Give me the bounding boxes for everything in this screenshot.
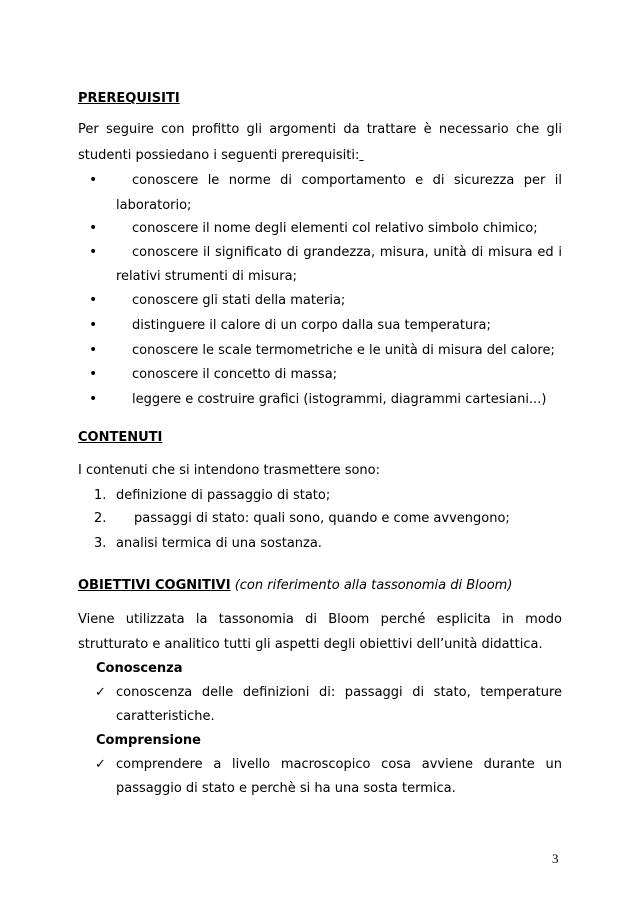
bullet-icon: • bbox=[89, 342, 98, 358]
prerequisite-item-3-line2: relativi strumenti di misura; bbox=[116, 269, 297, 284]
obiettivi-heading-line bbox=[78, 578, 512, 593]
prerequisite-item-4: conoscere gli stati della materia; bbox=[132, 293, 346, 308]
prerequisite-item-8: leggere e costruire grafici (istogrammi, diagrammi cartesiani...) bbox=[132, 392, 547, 407]
bullet-icon: • bbox=[89, 317, 98, 333]
obiettivi-intro-line2: strutturato e analitico tutti gli aspetti degli obiettivi dell’unità didattica. bbox=[78, 637, 543, 652]
conoscenza-line2: caratteristiche. bbox=[116, 709, 215, 724]
comprensione-heading: Comprensione bbox=[96, 733, 202, 748]
prerequisite-item-6: conoscere le scale termometriche e le unità di misura del calore; bbox=[132, 343, 555, 358]
contenuti-item-2: passaggi di stato: quali sono, quando e come avvengono; bbox=[134, 511, 510, 526]
obiettivi-intro-line1: Viene utilizzata la tassonomia di Bloom perché esplicita in modo bbox=[78, 612, 562, 627]
page-number: 3 bbox=[552, 851, 559, 866]
conoscenza-heading: Conoscenza bbox=[96, 661, 183, 676]
prerequisite-item-2: conoscere il nome degli elementi col relativo simbolo chimico; bbox=[132, 221, 538, 236]
comprensione-line1: comprendere a livello macroscopico cosa avviene durante un bbox=[116, 757, 562, 772]
comprensione-line2: passaggio di stato e perchè si ha una sosta termica. bbox=[116, 781, 456, 796]
checkmark-icon: ✓ bbox=[95, 685, 106, 700]
contenuti-item-1: definizione di passaggio di stato; bbox=[116, 488, 331, 503]
bullet-icon: • bbox=[89, 220, 98, 236]
prerequisiti-heading: PREREQUISITI bbox=[78, 91, 180, 106]
prerequisite-item-1-line1: conoscere le norme di comportamento e di sicurezza per il bbox=[132, 173, 562, 188]
contenuti-item-3: analisi termica di una sostanza. bbox=[116, 536, 322, 551]
bullet-icon: • bbox=[89, 244, 98, 260]
conoscenza-line1: conoscenza delle definizioni di: passaggi di stato, temperature bbox=[116, 685, 562, 700]
checkmark-icon: ✓ bbox=[95, 757, 106, 772]
bullet-icon: • bbox=[89, 366, 98, 382]
prerequisite-item-1-line2: laboratorio; bbox=[116, 198, 192, 213]
prerequisiti-intro-line2: studenti possiedano i seguenti prerequisiti: bbox=[78, 148, 360, 163]
prerequisite-item-7: conoscere il concetto di massa; bbox=[132, 367, 338, 382]
contenuti-intro: I contenuti che si intendono trasmettere sono: bbox=[78, 463, 380, 478]
obiettivi-heading-note: (con riferimento alla tassonomia di Bloom) bbox=[234, 578, 513, 593]
obiettivi-heading: OBIETTIVI COGNITIVI bbox=[78, 578, 231, 593]
contenuti-item-3-number: 3. bbox=[94, 536, 107, 551]
bullet-icon: • bbox=[89, 391, 98, 407]
prerequisite-item-5: distinguere il calore di un corpo dalla sua temperatura; bbox=[132, 318, 491, 333]
bullet-icon: • bbox=[89, 292, 98, 308]
contenuti-heading: CONTENUTI bbox=[78, 430, 163, 445]
bullet-icon: • bbox=[89, 172, 98, 188]
prerequisite-item-3-line1: conoscere il significato di grandezza, misura, unità di misura ed i bbox=[132, 245, 562, 260]
prerequisiti-intro-line1: Per seguire con profitto gli argomenti da trattare è necessario che gli bbox=[78, 122, 562, 137]
contenuti-item-1-number: 1. bbox=[94, 488, 107, 503]
contenuti-item-2-number: 2. bbox=[94, 511, 107, 526]
